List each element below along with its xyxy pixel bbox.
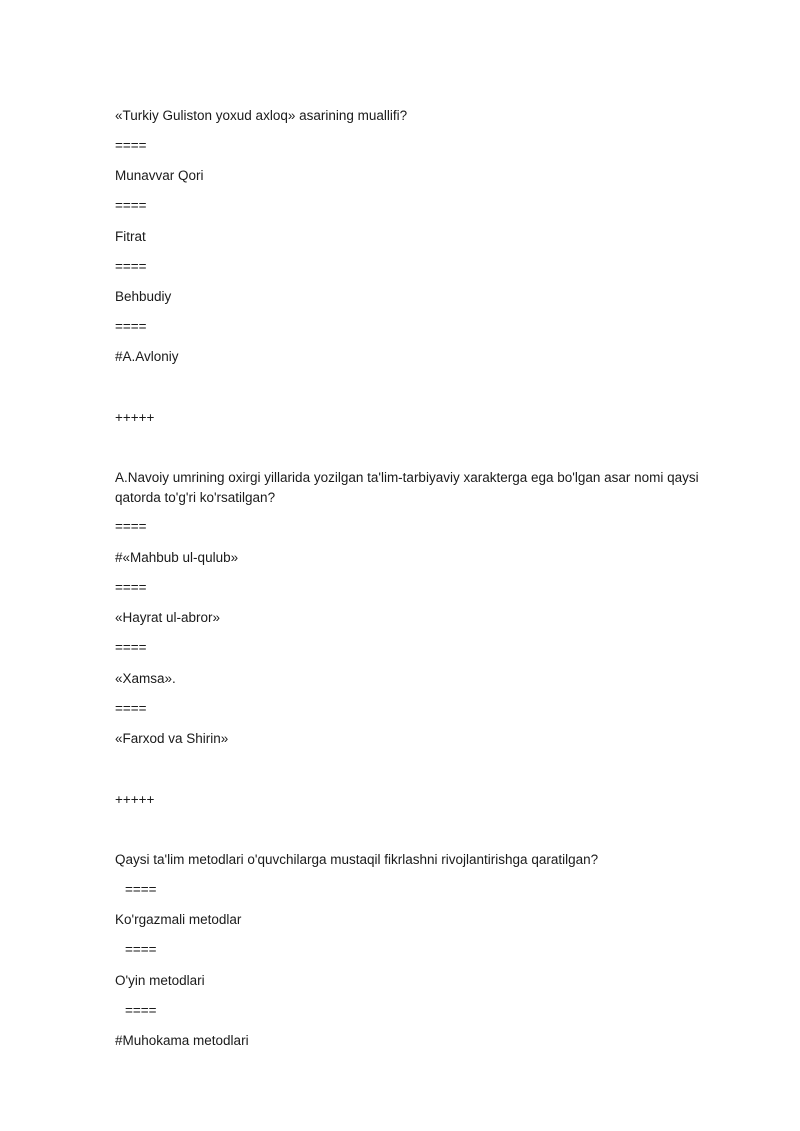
question-2-option-4: «Farxod va Shirin» [115, 731, 229, 746]
separator: ==== [125, 942, 157, 957]
question-1-text: «Turkiy Guliston yoxud axloq» asarining muallifi? [115, 108, 408, 123]
separator: ==== [115, 701, 147, 716]
separator: ==== [115, 519, 147, 534]
question-end-marker: +++++ [115, 410, 155, 425]
question-2-text: A.Navoiy umrining oxirgi yillarida yozilgan ta'lim-tarbiyaviy xarakterga ega bo'lgan asar nomi qaysi qatorda to'g'ri ko'rsatilgan? [115, 470, 699, 505]
separator: ==== [115, 198, 147, 213]
separator: ==== [125, 882, 157, 897]
question-2-option-1: #«Mahbub ul-qulub» [115, 550, 239, 565]
separator: ==== [115, 259, 147, 274]
separator: ==== [115, 138, 147, 153]
question-3-text: Qaysi ta'lim metodlari o'quvchilarga mustaqil fikrlashni rivojlantirishga qaratilgan? [115, 852, 599, 867]
question-1-option-3: Behbudiy [115, 289, 172, 304]
question-1-option-1: Munavvar Qori [115, 168, 204, 183]
question-3-option-3: #Muhokama metodlari [115, 1033, 249, 1048]
question-end-marker: +++++ [115, 792, 155, 807]
question-1-option-2: Fitrat [115, 229, 146, 244]
separator: ==== [115, 319, 147, 334]
question-2-option-3: «Xamsa». [115, 671, 176, 686]
question-3-option-1: Ko'rgazmali metodlar [115, 912, 242, 927]
separator: ==== [115, 580, 147, 595]
question-3-option-2: O'yin metodlari [115, 973, 205, 988]
separator: ==== [115, 640, 147, 655]
separator: ==== [125, 1003, 157, 1018]
question-2-option-2: «Hayrat ul-abror» [115, 610, 221, 625]
question-1-option-4: #A.Avloniy [115, 349, 179, 364]
